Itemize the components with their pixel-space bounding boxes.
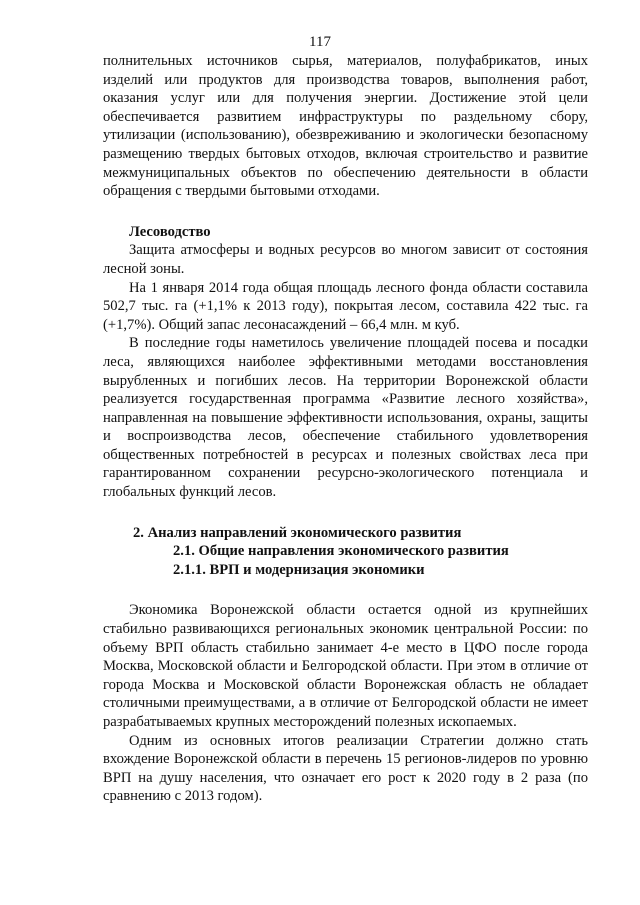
chapter-heading: 2. Анализ направлений экономического развития [133, 524, 462, 541]
page-content [103, 52, 588, 806]
subsection-heading: 2.1. Общие направления экономического развития [173, 543, 509, 560]
waste-management-paragraph: полнительных источников сырья, материалов, полуфабрикатов, иных изделий или продуктов для производства товаров, выполнения работ, оказания услуг или для получения энергии. Достижение этой цели обеспечивается развитием инфраструктуры по раздельному сбору, утилизации (использованию), обезвреживанию и экологически безопасному размещению твердых бытовых отходов, включая строительство и развитие межмуниципальных объектов по обеспечению деятельности в области обращения с твердыми бытовыми отходами. [103, 53, 588, 200]
forestry-heading: Лесоводство [129, 223, 211, 240]
forestry-paragraph-1: Защита атмосферы и водных ресурсов во многом зависит от состояния лесной зоны. [103, 242, 588, 277]
forestry-paragraph-3: В последние годы наметилось увеличение площадей посева и посадки леса, являющихся наиболее эффективными методами восстановления вырубленных и погибших лесов. На территории Воронежской области реализуется государственная программа «Развитие лесного хозяйства», направленная на повышение эффективности использования, охраны, защиты и воспроизводства лесов, обеспечение стабильного удовлетворения общественных потребностей в ресурсах и полезных свойствах леса при гарантированном сохранении ресурсно-экологического потенциала и глобальных функций лесов. [103, 335, 588, 501]
page-number: 117 [309, 34, 331, 50]
economy-paragraph-1: Экономика Воронежской области остается одной из крупнейших стабильно развивающихся региональных экономик центральной России: по объему ВРП область стабильно занимает 4-е место в ЦФО после города Москва, Московской области и Белгородской области. При этом в отличие от города Москва и Московской области Воронежская область не обладает столичными преимуществами, а в отличие от Белгородской области не имеет разрабатываемых крупных месторождений полезных ископаемых. [103, 602, 588, 730]
subsubsection-heading: 2.1.1. ВРП и модернизация экономики [173, 561, 425, 578]
economy-paragraph-2: Одним из основных итогов реализации Стратегии должно стать вхождение Воронежской области в перечень 15 регионов-лидеров по уровню ВРП на душу населения, что означает его рост к 2020 году в 2 раза (по сравнению с 2013 годом). [103, 732, 588, 805]
forestry-paragraph-2: На 1 января 2014 года общая площадь лесного фонда области составила 502,7 тыс. га (+1,1% к 2013 году), покрытая лесом, составила 422 тыс. га (+1,7%). Общий запас лесонасаждений – 66,4 млн. м куб. [103, 279, 588, 333]
